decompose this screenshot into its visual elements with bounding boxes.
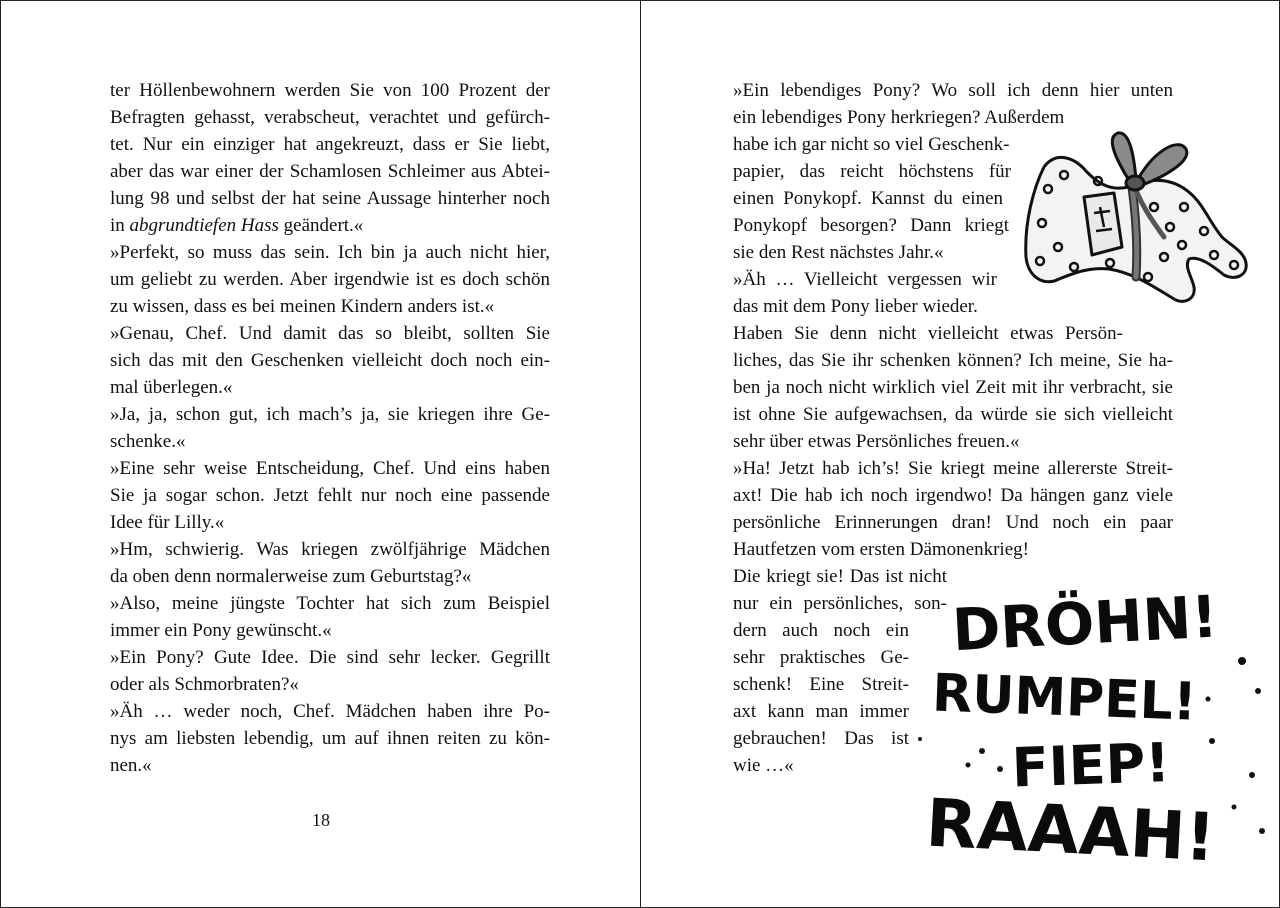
text-line: das mit dem Pony lieber wieder.: [733, 296, 978, 317]
text-line: sehr über etwas Persönliches freuen.«: [733, 431, 1020, 452]
text-line: »Also, meine jüngste Tochter hat sich zum Beispiel: [110, 593, 550, 614]
text-line: schenk! Eine Streit-: [733, 674, 909, 695]
text-fragment: in: [110, 215, 130, 236]
left-page-text: [110, 77, 550, 779]
text-line: da oben denn normalerweise zum Geburtstag?«: [110, 566, 472, 587]
text-line: sie den Rest nächstes Jahr.«: [733, 242, 944, 263]
page-number: 18: [312, 810, 330, 830]
text-line: sehr praktisches Ge-: [733, 647, 909, 668]
text-line: persönliche Erinnerungen dran! Und noch ein paar: [733, 512, 1173, 533]
text-line: »Hm, schwierig. Was kriegen zwölfjährige Mädchen: [110, 539, 550, 560]
text-line: habe ich gar nicht so viel Geschenk-: [733, 134, 1010, 155]
right-page: [642, 1, 1279, 907]
text-line: »Ein Pony? Gute Idee. Die sind sehr lecker. Gegrillt: [110, 647, 550, 668]
text-line: ter Höllenbewohnern werden Sie von 100 Prozent der: [110, 80, 550, 101]
text-line: Haben Sie denn nicht vielleicht etwas Persön-: [733, 323, 1123, 344]
sound-effects-lettering: [912, 561, 1272, 881]
text-line: aber das war einer der Schamlosen Schleimer aus Abtei-: [110, 161, 550, 182]
wrapped-gift-illustration: [1014, 127, 1252, 317]
left-page: [1, 1, 641, 907]
sfx-droehn: DRÖHN!: [950, 582, 1220, 665]
text-line: tet. Nur ein einziger hat angekreuzt, dass er Sie liebt,: [110, 134, 550, 155]
text-line: liches, das Sie ihr schenken können? Ich meine, Sie ha-: [733, 350, 1173, 371]
text-line: gebrauchen! Das ist: [733, 728, 909, 749]
text-line: Hautfetzen vom ersten Dämonenkrieg!: [733, 539, 1029, 560]
text-line-with-emphasis: [110, 212, 550, 239]
text-line: ben ja noch nicht wirklich viel Zeit mit ihr verbracht, sie: [733, 377, 1173, 398]
text-line: Befragten gehasst, verabscheut, verachtet und gefürch-: [110, 107, 550, 128]
text-fragment: geändert.«: [278, 215, 364, 236]
text-line: »Perfekt, so muss das sein. Ich bin ja auch nicht hier,: [110, 242, 550, 263]
text-line: nys am liebsten lebendig, um auf ihnen reiten zu kön-: [110, 728, 550, 749]
text-line: nur ein persönliches, son-: [733, 593, 947, 614]
text-line: papier, das reicht höchstens für: [733, 161, 1011, 182]
sfx-fiep: FIEP!: [1010, 730, 1171, 800]
text-line: lung 98 und selbst der hat seine Aussage hinterher noch: [110, 188, 550, 209]
text-line: schenke.«: [110, 431, 186, 452]
text-line: einen Ponykopf. Kannst du einen: [733, 188, 1003, 209]
text-line: axt! Die hab ich noch irgendwo! Da hängen ganz viele: [733, 485, 1173, 506]
text-line: sich das mit den Geschenken vielleicht doch noch ein-: [110, 350, 550, 371]
text-line: dern auch noch ein: [733, 620, 909, 641]
text-line: »Äh … Vielleicht vergessen wir: [733, 269, 997, 290]
text-line: zu wissen, dass es bei meinen Kindern anders ist.«: [110, 296, 495, 317]
text-line: ist ohne Sie aufgewachsen, da würde sie sich vielleicht: [733, 404, 1173, 425]
text-line: immer ein Pony gewünscht.«: [110, 620, 332, 641]
sfx-raaah: RAAAH!: [924, 784, 1218, 877]
text-line: Idee für Lilly.«: [110, 512, 225, 533]
text-line: Die kriegt sie! Das ist nicht: [733, 566, 947, 587]
emphasized-text: abgrundtiefen Hass: [129, 215, 279, 236]
text-line: »Ha! Jetzt hab ich’s! Sie kriegt meine allererste Streit-: [733, 458, 1173, 479]
text-line: axt kann man immer: [733, 701, 909, 722]
text-line: »Ja, ja, schon gut, ich mach’s ja, sie kriegen ihre Ge-: [110, 404, 550, 425]
text-line: »Genau, Chef. Und damit das so bleibt, sollten Sie: [110, 323, 550, 344]
text-line: Ponykopf besorgen? Dann kriegt: [733, 215, 1009, 236]
text-line: »Eine sehr weise Entscheidung, Chef. Und eins haben: [110, 458, 550, 479]
sfx-rumpel: RUMPEL!: [931, 663, 1198, 733]
text-line: wie …«: [733, 755, 794, 776]
text-line: um geliebt zu werden. Aber irgendwie ist es doch schön: [110, 269, 550, 290]
text-line: »Ein lebendiges Pony? Wo soll ich denn hier unten: [733, 80, 1173, 101]
text-line: Sie ja sogar schon. Jetzt fehlt nur noch eine passende: [110, 485, 550, 506]
text-line: ein lebendiges Pony herkriegen? Außerdem: [733, 107, 1065, 128]
text-line: nen.«: [110, 755, 152, 776]
text-line: »Äh … weder noch, Chef. Mädchen haben ihre Po-: [110, 701, 550, 722]
text-line: mal überlegen.«: [110, 377, 233, 398]
text-line: oder als Schmorbraten?«: [110, 674, 299, 695]
